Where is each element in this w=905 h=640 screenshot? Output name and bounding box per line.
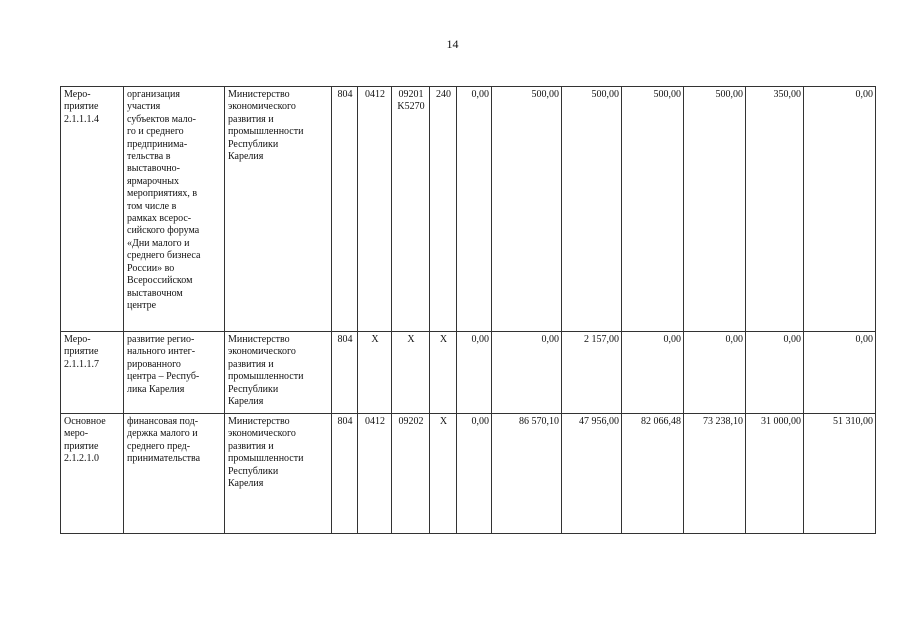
executor-cell: Министерство экономического развития и промышленности Республики Карелия: [225, 87, 332, 332]
value-cell: 0,00: [492, 332, 562, 414]
table-row: [61, 332, 876, 414]
value-cell: 82 066,48: [622, 414, 684, 534]
budget-table: [60, 86, 876, 534]
value-cell: 500,00: [492, 87, 562, 332]
value-cell: 0,00: [622, 332, 684, 414]
rzpr-cell: 0412: [358, 414, 392, 534]
page-number: 14: [446, 37, 459, 51]
value-cell: 86 570,10: [492, 414, 562, 534]
value-cell: 0,00: [804, 332, 876, 414]
event-name-cell: финансовая под- держка малого и среднего пред- принимательства: [124, 414, 225, 534]
value-cell: 0,00: [746, 332, 804, 414]
grbs-cell: 804: [332, 87, 358, 332]
value-cell: 500,00: [562, 87, 622, 332]
grbs-cell: 804: [332, 414, 358, 534]
value-cell: 500,00: [684, 87, 746, 332]
csr-cell: 09202: [392, 414, 430, 534]
grbs-cell: 804: [332, 332, 358, 414]
csr-cell: 09201 K5270: [392, 87, 430, 332]
rzpr-cell: X: [358, 332, 392, 414]
value-cell: 350,00: [746, 87, 804, 332]
vr-cell: X: [430, 332, 457, 414]
value-cell: 0,00: [457, 414, 492, 534]
event-type-cell: Основное меро- приятие 2.1.2.1.0: [61, 414, 124, 534]
value-cell: 0,00: [457, 87, 492, 332]
executor-cell: Министерство экономического развития и промышленности Республики Карелия: [225, 332, 332, 414]
rzpr-cell: 0412: [358, 87, 392, 332]
value-cell: 73 238,10: [684, 414, 746, 534]
table-row: [61, 414, 876, 534]
vr-cell: X: [430, 414, 457, 534]
executor-cell: Министерство экономического развития и промышленности Республики Карелия: [225, 414, 332, 534]
table-row: [61, 87, 876, 332]
value-cell: 2 157,00: [562, 332, 622, 414]
event-name-cell: организация участия субъектов мало- го и среднего предпринима- тельства в выставочно- ярмарочных мероприятиях, в том числе в рамках всерос- сийского форума «Дни малого и среднего бизнеса России» во Всероссийском выставочном центре: [124, 87, 225, 332]
value-cell: 51 310,00: [804, 414, 876, 534]
csr-cell: X: [392, 332, 430, 414]
event-type-cell: Меро- приятие 2.1.1.1.4: [61, 87, 124, 332]
value-cell: 500,00: [622, 87, 684, 332]
value-cell: 0,00: [457, 332, 492, 414]
event-type-cell: Меро- приятие 2.1.1.1.7: [61, 332, 124, 414]
vr-cell: 240: [430, 87, 457, 332]
value-cell: 0,00: [804, 87, 876, 332]
value-cell: 31 000,00: [746, 414, 804, 534]
value-cell: 47 956,00: [562, 414, 622, 534]
event-name-cell: развитие регио- нального интег- рированного центра – Респуб- лика Карелия: [124, 332, 225, 414]
value-cell: 0,00: [684, 332, 746, 414]
